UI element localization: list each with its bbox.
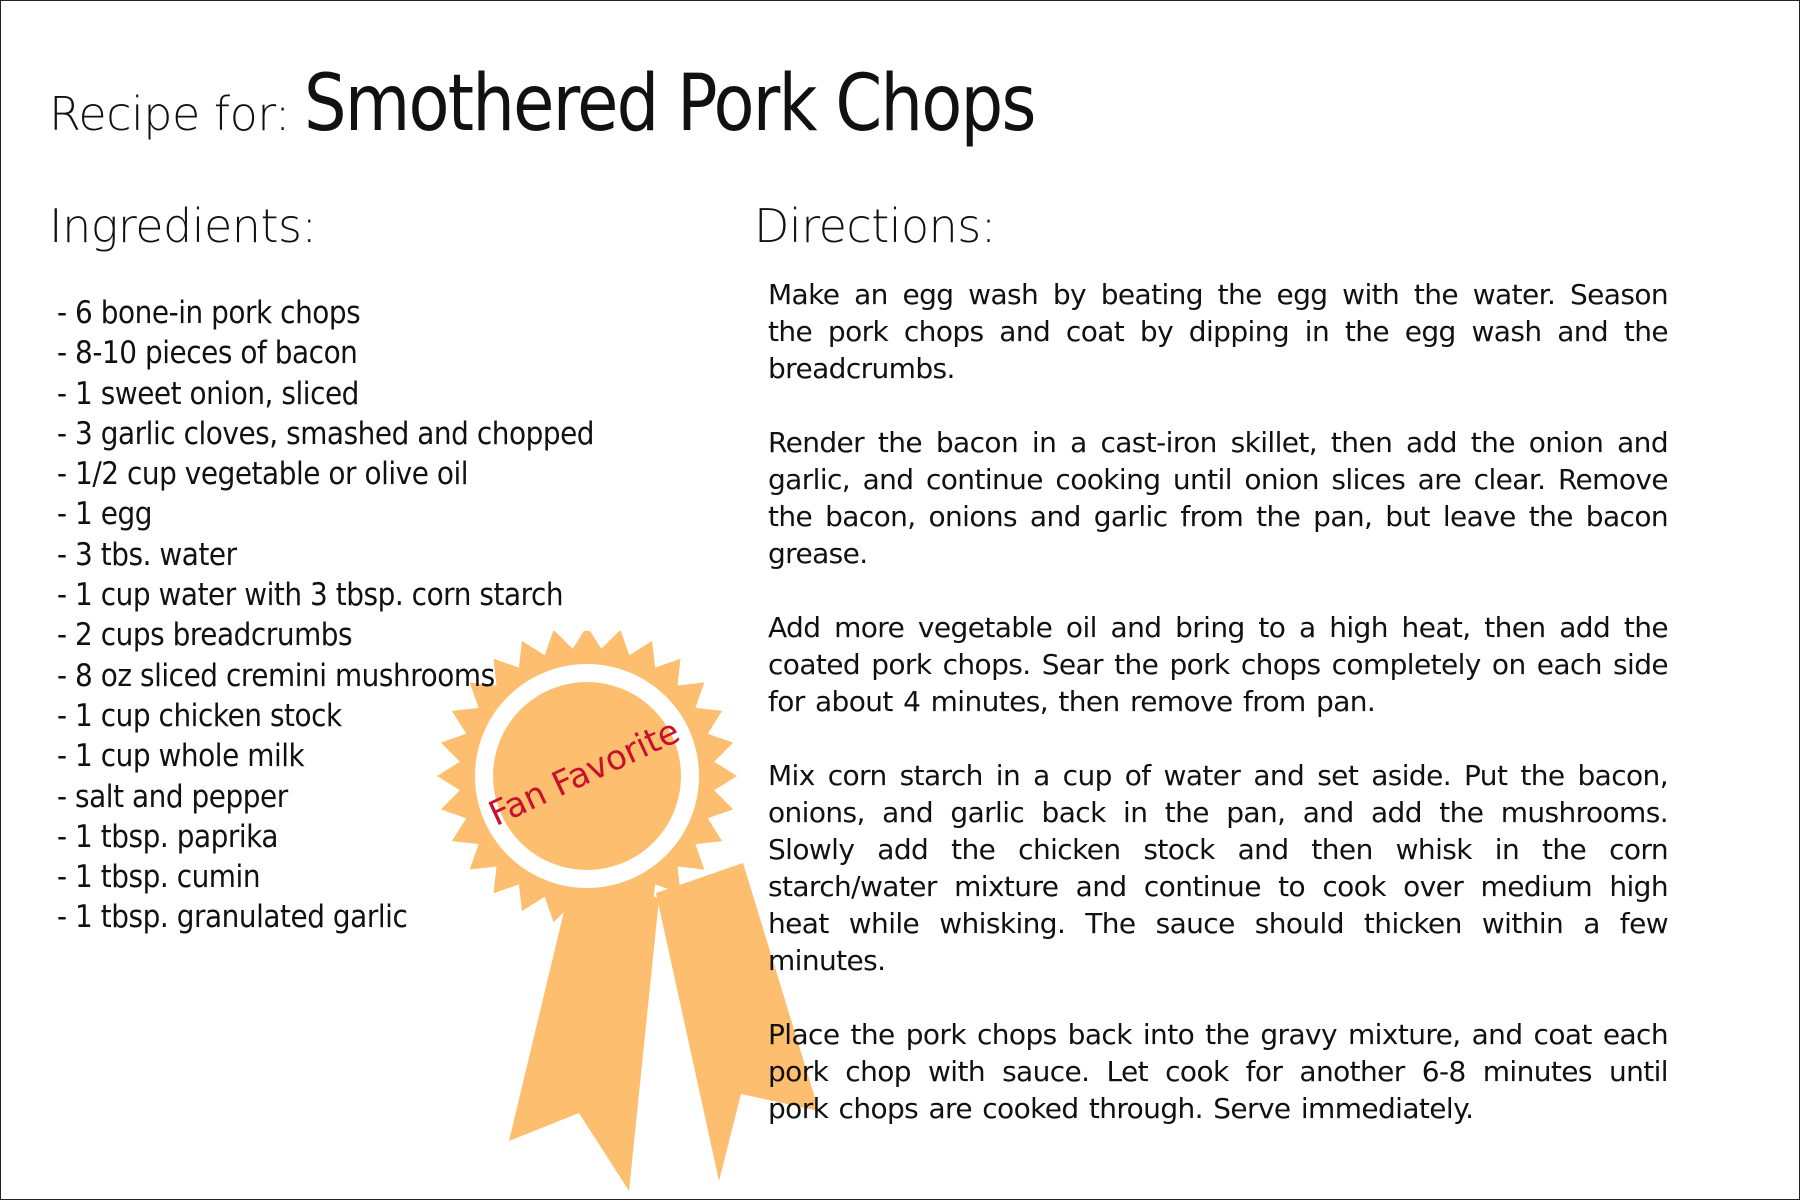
ingredient-item: - salt and pepper [57,778,288,815]
ingredient-item: - 1 cup chicken stock [57,697,342,734]
ingredient-item: - 3 tbs. water [57,536,237,573]
directions-text [768,276,1668,1164]
directions-heading: Directions: [754,199,996,253]
ingredients-list [57,293,654,938]
direction-step: Place the pork chops back into the gravy mixture, and coat each pork chop with sauce. Let cook for another 6-8 minutes until pork chops are cooked through. Serve immediately. [768,1018,1668,1125]
direction-step: Mix corn starch in a cup of water and set aside. Put the bacon, onions, and garlic back in the pan, and add the mushrooms. Slowly add the chicken stock and then whisk in the corn starch/water mixture and continue to cook over medium high heat while whisking. The sauce should thicken within a few minutes. [768,759,1668,977]
ingredient-item: - 8 oz sliced cremini mushrooms [57,657,495,694]
ingredient-item: - 3 garlic cloves, smashed and chopped [57,415,595,452]
title-prefix: Recipe for: [49,87,290,141]
badge-label: Fan Favorite [482,711,686,835]
direction-step: Make an egg wash by beating the egg with the water. Season the pork chops and coat by dipping in the egg wash and the breadcrumbs. [768,278,1668,385]
recipe-name: Smothered Pork Chops [303,59,1035,149]
ingredient-item: - 1 tbsp. granulated garlic [57,899,408,936]
ingredients-heading: Ingredients: [49,199,317,253]
ingredient-item: - 1 tbsp. paprika [57,818,279,855]
ingredient-item: - 8-10 pieces of bacon [57,335,358,372]
ingredient-item: - 1 sweet onion, sliced [57,375,359,412]
recipe-title [49,59,1154,149]
ingredient-item: - 1/2 cup vegetable or olive oil [57,456,469,493]
direction-step: Render the bacon in a cast-iron skillet, then add the onion and garlic, and continue cooking until onion slices are clear. Remove the bacon, onions and garlic from the pan, but leave the bacon grease. [768,426,1668,570]
direction-step: Add more vegetable oil and bring to a high heat, then add the coated pork chops. Sear the pork chops completely on each side for about 4 minutes, then remove from pan. [768,611,1668,718]
ingredient-item: - 1 egg [57,496,152,533]
ingredient-item: - 6 bone-in pork chops [57,295,361,331]
ingredient-item: - 1 tbsp. cumin [57,859,261,896]
ingredient-item: - 1 cup water with 3 tbsp. corn starch [57,577,564,614]
ingredient-item: - 1 cup whole milk [57,738,305,775]
ingredient-item: - 2 cups breadcrumbs [57,617,353,654]
